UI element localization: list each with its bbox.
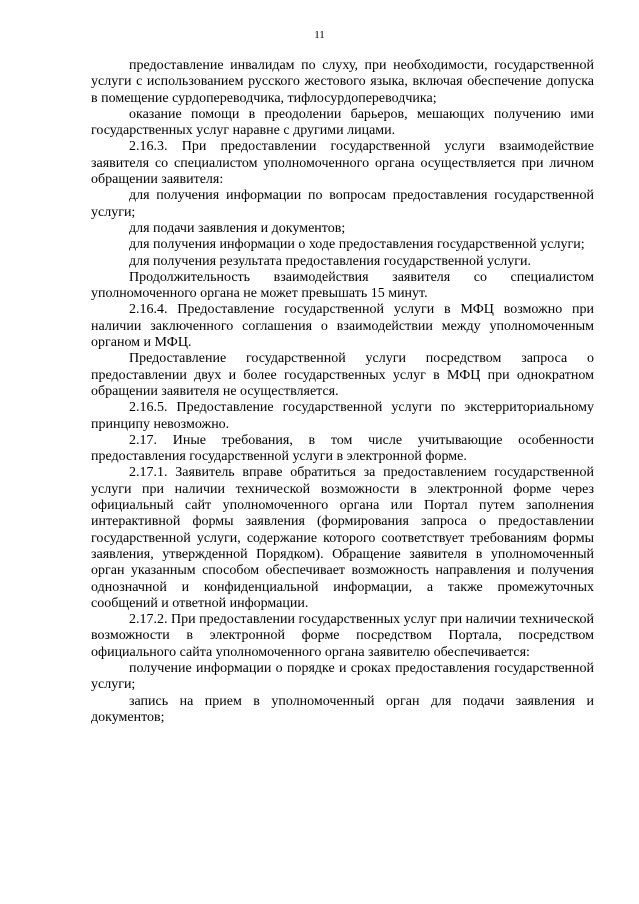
paragraph: 2.17.2. При предоставлении государственных услуг при наличии технической возможности в электронной форме посредством Портала, посредством официального сайта уполномоченного органа заявителю обеспечивается:	[91, 612, 594, 660]
page-number: 11	[314, 29, 325, 41]
paragraph: запись на прием в уполномоченный орган для подачи заявления и документов;	[91, 693, 594, 725]
paragraph: получение информации о порядке и сроках предоставления государственной услуги;	[91, 660, 594, 693]
paragraph: для получения результата предоставления государственной услуги.	[129, 253, 531, 269]
paragraph: оказание помощи в преодолении барьеров, мешающих получению ими государственных услуг наравне с другими лицами.	[91, 106, 594, 139]
paragraph: 2.17. Иные требования, в том числе учитывающие особенности предоставления государственной услуги в электронной форме.	[91, 432, 594, 465]
paragraph: предоставление инвалидам по слуху, при необходимости, государственной услуги с использованием русского жестового языка, включая обеспечение допуска в помещение сурдопереводчика, тифлосурдопереводчика;	[91, 58, 594, 106]
paragraph: для подачи заявления и документов;	[129, 220, 346, 236]
paragraph: 2.16.5. Предоставление государственной услуги по экстерриториальному принципу невозможно.	[91, 400, 594, 432]
paragraph: 2.16.4. Предоставление государственной услуги в МФЦ возможно при наличии заключенного соглашения о взаимодействии между уполномоченным органом и МФЦ.	[91, 302, 594, 351]
document-body	[91, 58, 594, 726]
paragraph: 2.16.3. При предоставлении государственной услуги взаимодействие заявителя со специалистом уполномоченного органа осуществляется при личном обращении заявителя:	[91, 139, 594, 188]
paragraph: Предоставление государственной услуги посредством запроса о предоставлении двух и более государственных услуг в МФЦ при однократном обращении заявителя не осуществляется.	[91, 351, 594, 399]
paragraph: для получения информации по вопросам предоставления государственной услуги;	[91, 188, 594, 220]
paragraph: Продолжительность взаимодействия заявителя со специалистом уполномоченного органа не может превышать 15 минут.	[91, 269, 594, 302]
paragraph: 2.17.1. Заявитель вправе обратиться за предоставлением государственной услуги при наличии технической возможности в электронной форме через официальный сайт уполномоченного органа или Портал путем заполнения интерактивной формы заявления (формирования запроса о предоставлении государственной услуги, содержание которого соответствует требованиям формы заявления, утвержденной Порядком). Обращение заявителя в уполномоченный орган указанным способом обеспечивает возможность направления и получения однозначной и конфиденциальной информации, а также промежуточных сообщений и ответной информации.	[91, 465, 594, 611]
paragraph: для получения информации о ходе предоставления государственной услуги;	[129, 237, 585, 253]
